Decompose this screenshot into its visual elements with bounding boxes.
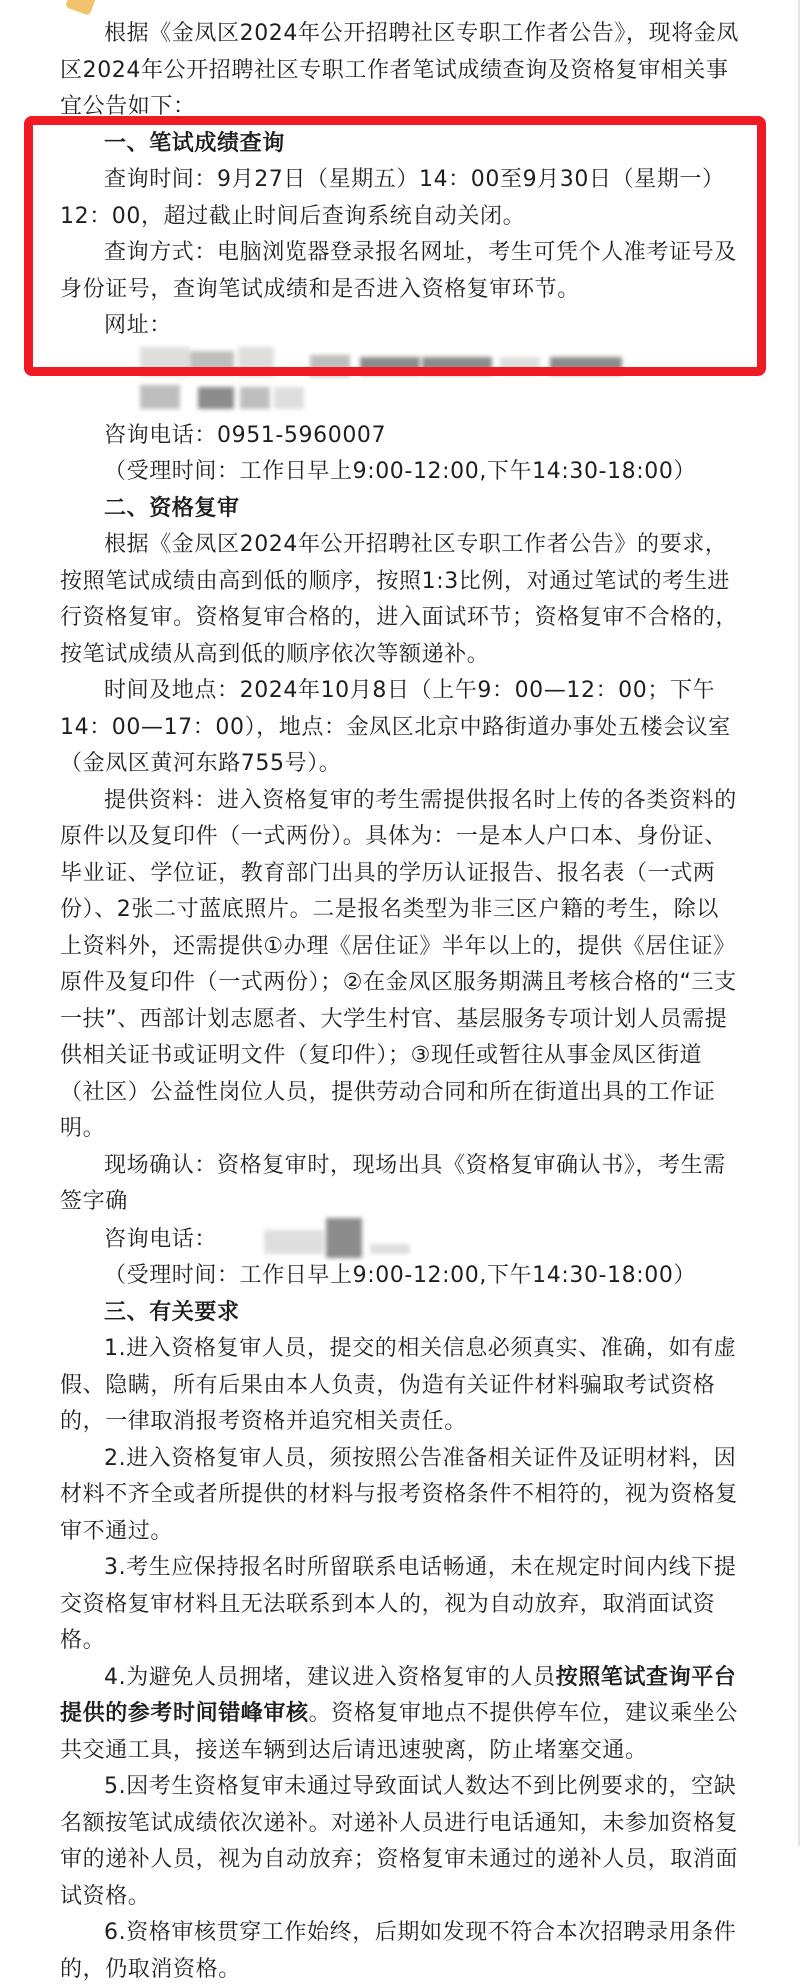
requirement-5: 5.因考生资格复审未通过导致面试人数达不到比例要求的，空缺名额按笔试成绩依次递补。对递补人员进行电话通知，未参加资格复审的递补人员，视为自动放弃；资格复审未通过的递补人员，取消面试资格。: [60, 1774, 739, 1909]
review-phone-row: [60, 1222, 740, 1295]
review-materials: 提供资料：进入资格复审的考生需提供报名时上传的各类资料的原件以及复印件（一式两份）。具体为：一是本人户口本、身份证、毕业证、学位证，教育部门出具的学历认证报告、报名表（一式两份）、2张二寸蓝底照片。二是报名类型为非三区户籍的考生，除以上资料外，还需提供①办理《居住证》半年以上的，提供《居住证》原件及复印件（一式两份）；②在金凤区服务期满且考核合格的“三支一扶”、西部计划志愿者、大学生村官、基层服务专项计划人员需提供相关证书或证明文件（复印件）；③现任或暂往从事金凤区街道（社区）公益性岗位人员，提供劳动合同和所在街道出具的工作证明。: [60, 787, 737, 1141]
notice-document: [60, 16, 740, 1988]
url-label: 网址：: [104, 313, 172, 338]
requirement-4-pre: 4.为避免人员拥堵，建议进入资格复审的人员: [104, 1664, 556, 1690]
section2-heading: 二、资格复审: [104, 495, 240, 521]
requirement-4: [60, 1660, 740, 1770]
requirement-6: 6.资格审核贯穿工作始终，后期如发现不符合本次招聘录用条件的，仍取消资格。: [60, 1920, 737, 1982]
section1-heading: 一、笔试成绩查询: [104, 130, 285, 156]
onsite-confirmation-text: 现场确认：资格复审时，现场出具《资格复审确认书》，考生需签字确: [60, 1152, 726, 1214]
contact-hours: （受理时间：工作日早上9:00-12:00,下午14:30-18:00）: [104, 459, 697, 484]
requirement-1: 1.进入资格复审人员，提交的相关信息必须真实、准确，如有虚假、隐瞒，所有后果由本人负责，伪造有关证件材料骗取考试资格的，一律取消报考资格并追究相关责任。: [60, 1336, 737, 1434]
intro-paragraph: 根据《金凤区2024年公开招聘社区专职工作者公告》，现将金凤区2024年公开招聘社区专职工作者笔试成绩查询及资格复审相关事宜公告如下：: [60, 21, 739, 119]
requirement-2: 2.进入资格复审人员，须按照公告准备相关证件及证明材料，因材料不齐全或者所提供的材料与报考资格条件不相符的，视为资格复审不通过。: [60, 1445, 739, 1544]
review-time-place: 时间及地点：2024年10月8日（上午9：00—12：00；下午14：00—17：00），地点：金凤区北京中路街道办事处五楼会议室（金凤区黄河东路755号）。: [60, 678, 731, 776]
review-phone-label: 咨询电话：: [104, 1226, 218, 1252]
requirement-4-bold: 按照笔试查询平台提供的参考时间错峰审核: [60, 1664, 737, 1726]
query-method: 查询方式：电脑浏览器登录报名网址，考生可凭个人准考证号及身份证号，查询笔试成绩和是否进入资格复审环节。: [60, 240, 737, 302]
query-time: 查询时间：9月27日（星期五）14：00至9月30日（星期一）12：00，超过截止时间后查询系统自动关闭。: [60, 167, 725, 229]
review-paragraph-1: 根据《金凤区2024年公开招聘社区专职工作者公告》的要求，按照笔试成绩由高到低的顺序，按照1:3比例，对通过笔试的考生进行资格复审。资格复审合格的，进入面试环节；资格复审不合格的，按笔试成绩从高到低的顺序依次等额递补。: [60, 532, 739, 667]
redaction-fade: [128, 1185, 178, 1222]
section3-heading: 三、有关要求: [104, 1299, 240, 1325]
requirement-4-post: 。资格复审地点不提供停车位，建议乘坐公共交通工具，接送车辆到达后请迅速驶离，防止堵塞交通。: [60, 1701, 739, 1763]
contact-phone: 咨询电话：0951-5960007: [104, 422, 387, 448]
review-phone-hours: （受理时间：工作日早上9:00-12:00,下午14:30-18:00）: [104, 1262, 697, 1288]
requirement-3: 3.考生应保持报名时所留联系电话畅通，未在规定时间内线下提交资格复审材料且无法联系到本人的，视为自动放弃，取消面试资格。: [60, 1555, 737, 1653]
onsite-confirmation: [60, 1148, 740, 1222]
redacted-url: [60, 345, 740, 418]
